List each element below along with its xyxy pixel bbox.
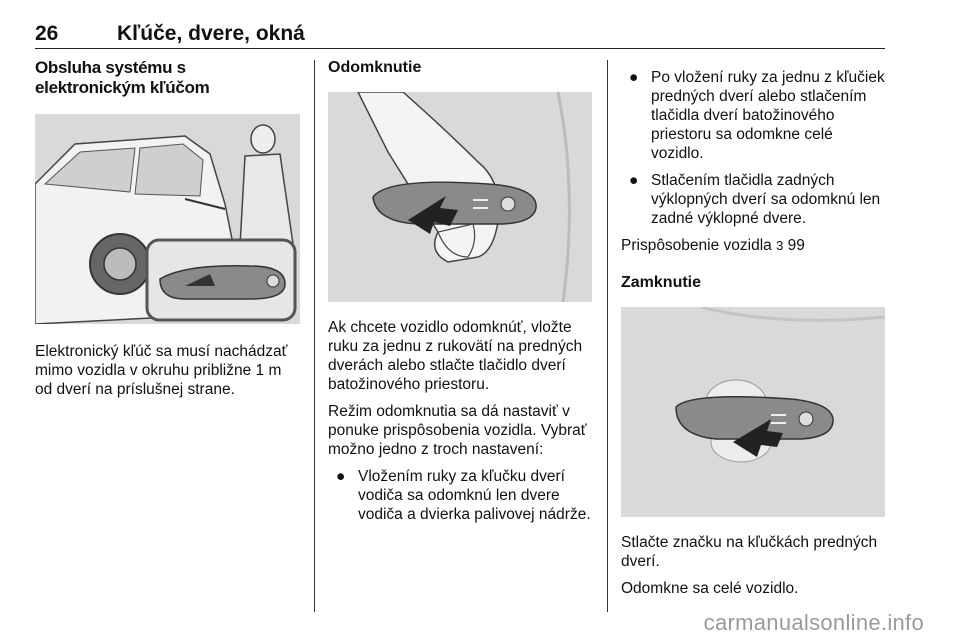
paragraph-1: Stlačte značku na kľučkách predných dverí. [621,534,878,570]
bullet-symbol: ● [629,69,639,86]
bullet-text: Stlačením tlačidla zadných výklopných dverí sa odomknú len zadné výklopné dvere. [651,172,881,227]
page-number: 26 [35,22,59,45]
door-handle-lock-illustration [621,307,885,517]
hand-door-handle-illustration [328,92,592,302]
column-2 [328,58,592,524]
section-heading-unlock: Odomknutie [328,59,422,76]
column-divider [607,60,608,612]
watermark: carmanualsonline.info [703,610,924,635]
paragraph-2: Režim odomknutia sa dá nastaviť v ponuke prispôsobenia vozidla. Vybrať možno jedno z troch nastavení: [328,403,587,458]
bullet-text: Vložením ruky za kľučku dverí vodiča sa odomknú len dvere vodiča a dvierka palivovej nádrže. [358,468,591,523]
section-heading: Obsluha systému s elektronickým kľúčom [35,58,210,97]
bullet-item [621,68,887,163]
xref-arrow-icon: 3 [776,238,784,253]
column-3 [621,58,887,598]
page-header [35,18,885,49]
bullet-text: Po vložení ruky za jednu z kľučiek predných dverí alebo stlačením tlačidla dverí batožinového priestoru sa odomkne celé vozidlo. [651,69,885,162]
bullet-symbol: ● [336,468,346,485]
paragraph-2: Odomkne sa celé vozidlo. [621,580,799,597]
paragraph-1: Ak chcete vozidlo odomknúť, vložte ruku za jednu z rukovätí na predných dverách alebo stlačte tlačidlo dverí batožinového priestoru. [328,319,583,393]
column-1 [35,58,300,399]
cross-reference [621,236,887,255]
paragraph: Elektronický kľúč sa musí nachádzať mimo vozidla v okruhu približne 1 m od dverí na príslušnej strane. [35,343,288,398]
bullet-symbol: ● [629,172,639,189]
section-heading-lock: Zamknutie [621,274,702,291]
car-keyless-illustration [35,114,300,324]
chapter-title: Kľúče, dvere, okná [117,22,305,45]
bullet-item [328,467,592,524]
column-divider [314,60,315,612]
xref-text: Prispôsobenie vozidla [621,237,772,254]
bullet-item [621,171,887,228]
xref-page[interactable]: 99 [787,237,805,254]
